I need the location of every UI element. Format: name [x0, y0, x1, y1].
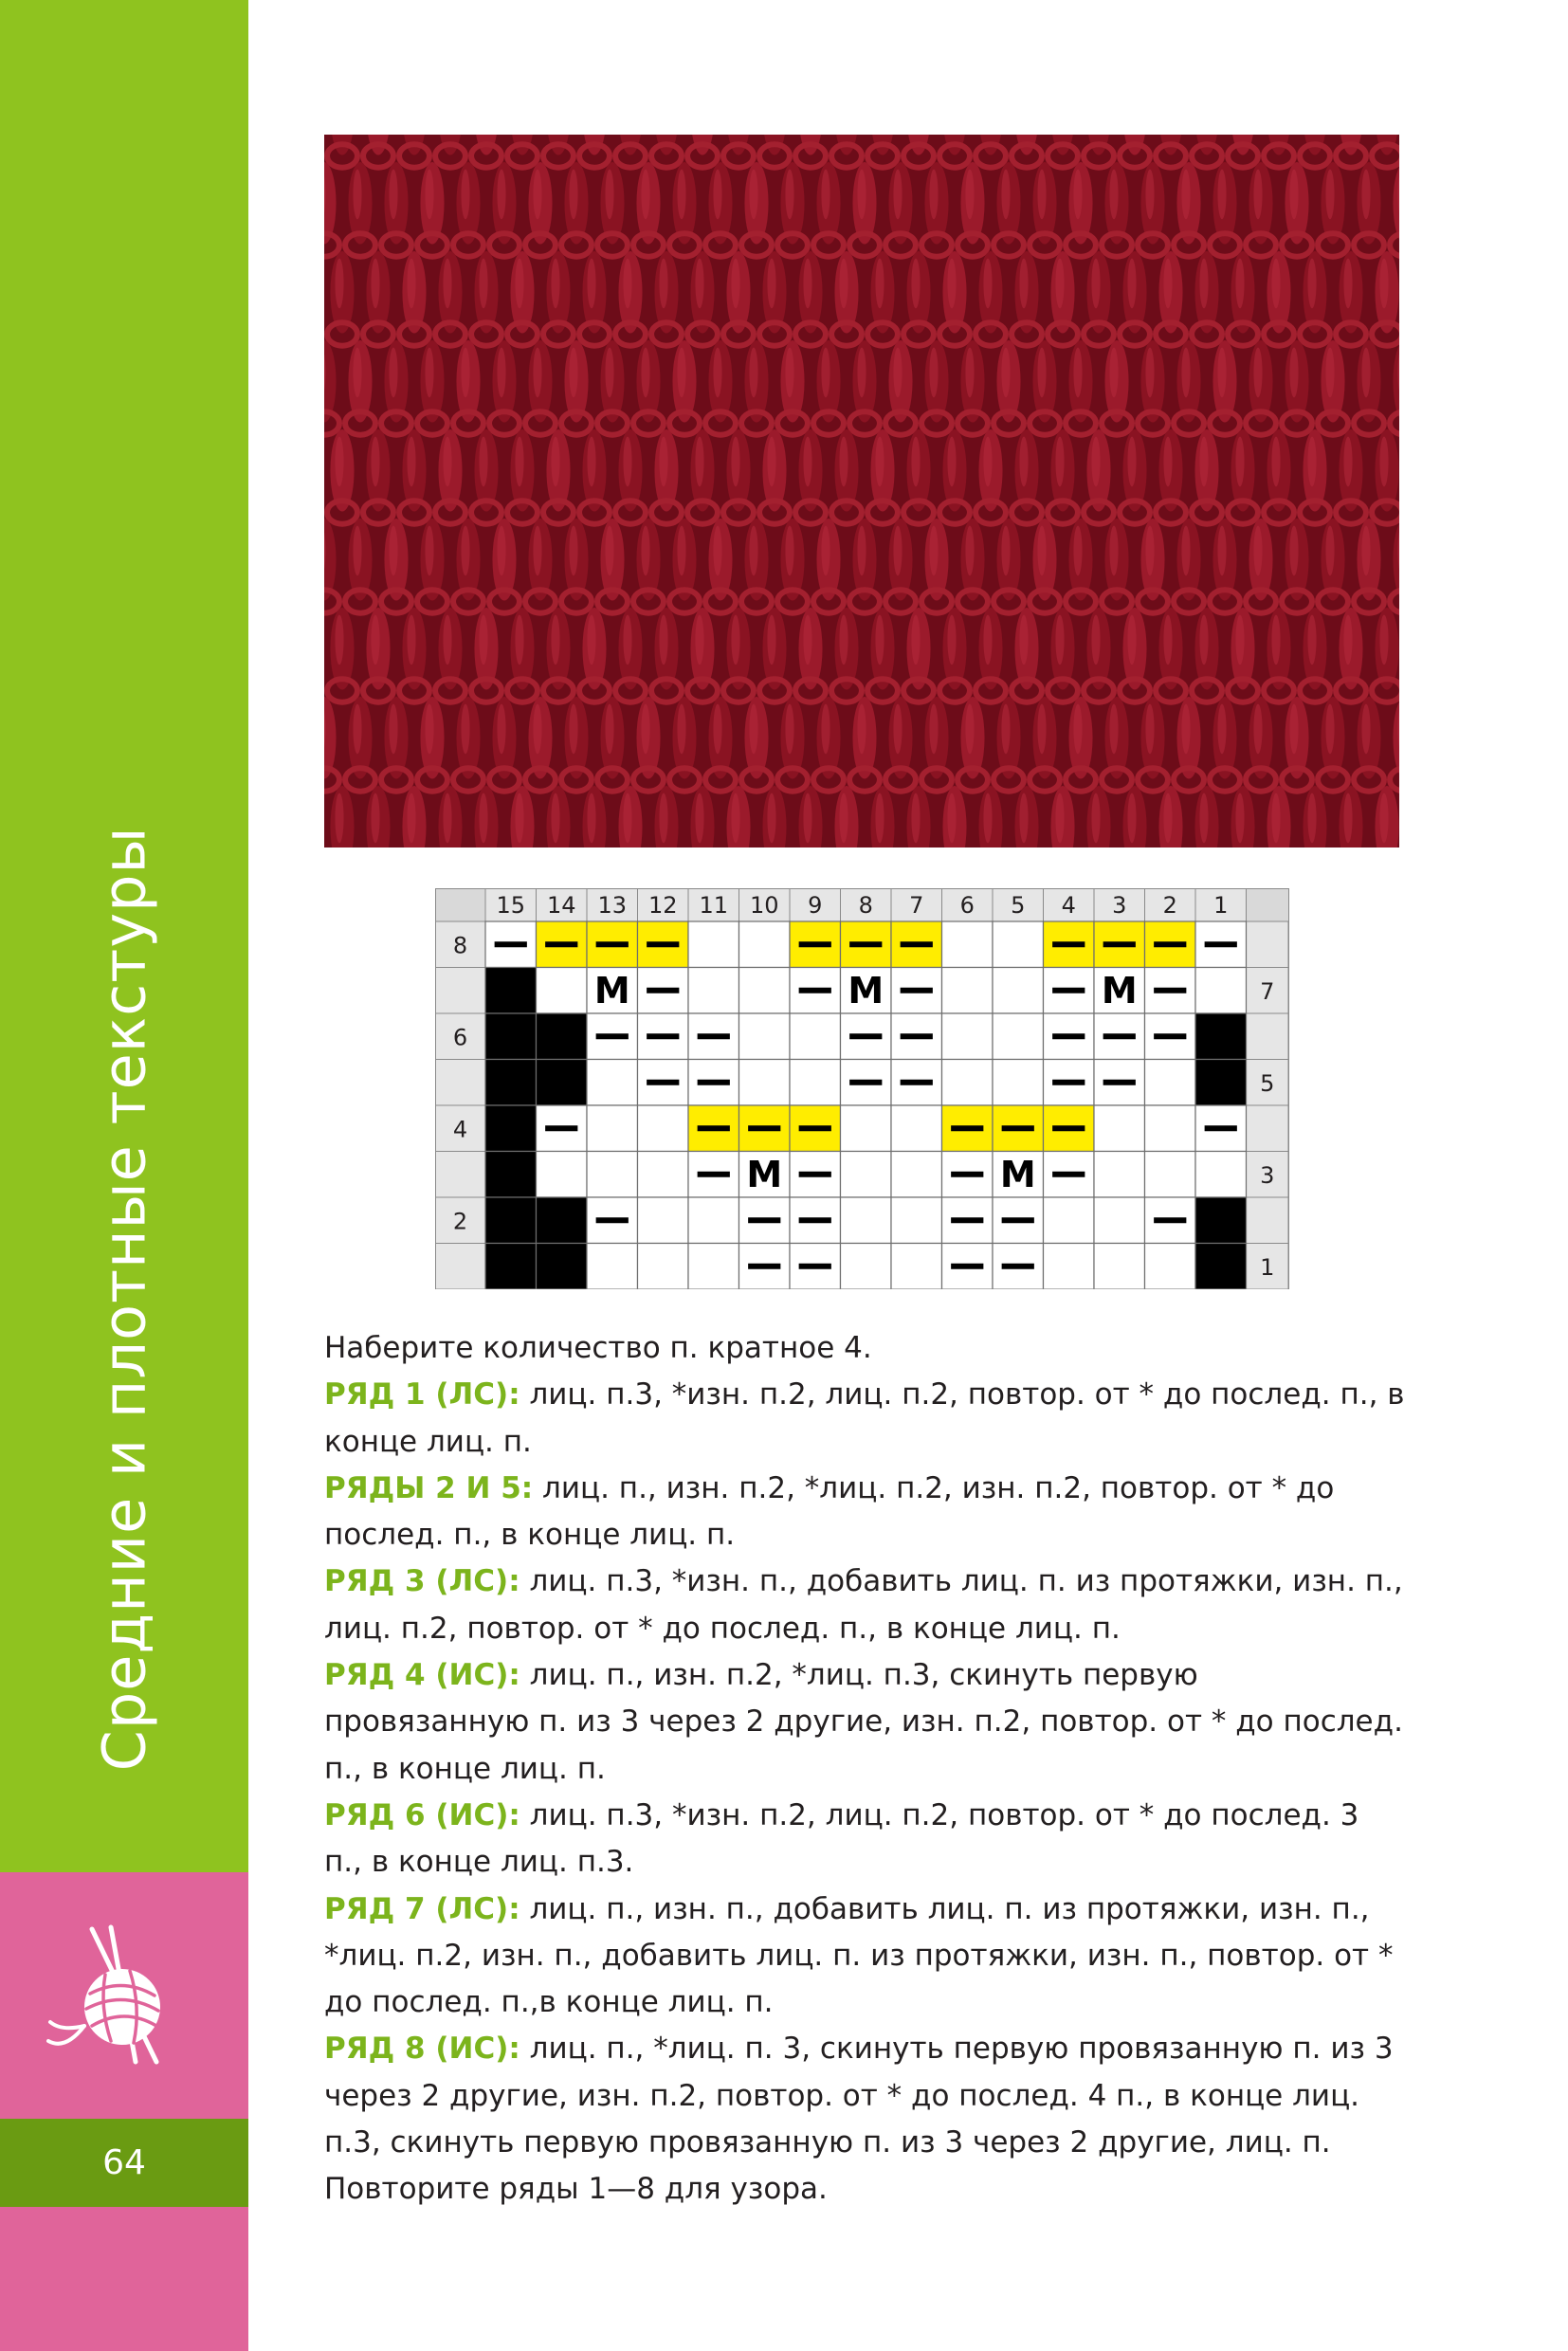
chart-cell [1195, 1060, 1247, 1106]
make-one-stitch-mark: M [593, 969, 630, 1011]
chart-cell [688, 968, 739, 1014]
row-label-cell [1247, 1013, 1289, 1060]
chart-cell [485, 1152, 537, 1198]
chart-cell [891, 1105, 942, 1152]
row-number: 2 [452, 1208, 468, 1235]
knitting-chart [435, 888, 1289, 1289]
chart-cell [638, 1152, 689, 1198]
row-instruction-2-5 [324, 1466, 1405, 1559]
chart-cell [942, 1060, 994, 1106]
chart-cell [485, 1013, 537, 1060]
chart-cell [537, 1152, 588, 1198]
purl-stitch-mark [799, 988, 831, 993]
column-number: 9 [808, 892, 823, 919]
purl-stitch-mark [1205, 1125, 1237, 1131]
column-number: 14 [546, 892, 576, 919]
purl-stitch-mark [1154, 1217, 1186, 1223]
chart-cell [1195, 1013, 1247, 1060]
purl-stitch-mark [1052, 1172, 1085, 1177]
row-instruction-1 [324, 1372, 1405, 1466]
purl-stitch-mark [698, 1125, 730, 1131]
column-number: 15 [496, 892, 526, 919]
chart-cell [942, 921, 994, 968]
chart-cell [537, 1060, 588, 1106]
purl-stitch-mark [748, 1217, 780, 1223]
purl-stitch-mark [596, 1217, 629, 1223]
chart-cell [688, 921, 739, 968]
purl-stitch-mark [1002, 1264, 1034, 1269]
purl-stitch-mark [1154, 988, 1186, 993]
purl-stitch-mark [1002, 1125, 1034, 1131]
purl-stitch-mark [951, 1172, 983, 1177]
row-number: 5 [1260, 1069, 1275, 1097]
column-number: 4 [1061, 892, 1076, 919]
repeat-instruction: Повторите ряды 1—8 для узора. [324, 2172, 828, 2207]
make-one-stitch-mark: M [1101, 969, 1138, 1011]
purl-stitch-mark [951, 1264, 983, 1269]
column-number: 6 [959, 892, 975, 919]
chart-cell [790, 1013, 841, 1060]
chart-cell [1195, 1244, 1247, 1290]
chart-cell [1044, 1197, 1095, 1244]
purl-stitch-mark [748, 1125, 780, 1131]
purl-stitch-mark [596, 1033, 629, 1039]
column-number: 11 [699, 892, 729, 919]
chart-cell [841, 1197, 892, 1244]
row-label-cell [436, 1152, 486, 1198]
chart-cell [537, 1244, 588, 1290]
chart-cell [993, 1060, 1044, 1106]
chart-cell [485, 1105, 537, 1152]
purl-stitch-mark [1052, 1033, 1085, 1039]
purl-stitch-mark [1052, 1080, 1085, 1085]
purl-stitch-mark [647, 1080, 679, 1085]
chart-cell [1094, 1105, 1145, 1152]
chart-cell [1145, 1152, 1196, 1198]
chart-cell [638, 1197, 689, 1244]
chart-cell [739, 968, 791, 1014]
chart-cell [942, 968, 994, 1014]
row-text: лиц. п.3, *изн. п., добавить лиц. п. из протяжки, изн. п., лиц. п.2, повтор. от * до послед. п., в конце лиц. п. [324, 1564, 1403, 1646]
chart-cell [993, 921, 1044, 968]
chart-cell [1145, 1105, 1196, 1152]
row-label-cell [436, 1060, 486, 1106]
column-number: 10 [749, 892, 779, 919]
purl-stitch-mark [951, 1125, 983, 1131]
purl-stitch-mark [495, 941, 527, 947]
row-number: 7 [1260, 977, 1275, 1005]
purl-stitch-mark [1154, 1033, 1186, 1039]
column-number: 3 [1112, 892, 1127, 919]
chart-cell [1044, 1244, 1095, 1290]
row-text: лиц. п., *лиц. п. 3, скинуть первую провязанную п. из 3 через 2 другие, изн. п.2, повтор. от * до послед. 4 п., в конце лиц. п.3, скинуть первую провязанную п. из 3 через 2 другие, лиц. п. [324, 2032, 1394, 2160]
purl-stitch-mark [951, 1217, 983, 1223]
chart-cell [537, 1013, 588, 1060]
chart-cell [638, 1105, 689, 1152]
chart-cell [587, 1060, 638, 1106]
cast-on-instruction: Наберите количество п. кратное 4. [324, 1331, 872, 1365]
sidebar-pink-bottom-panel [0, 2207, 248, 2351]
make-one-stitch-mark: M [848, 969, 884, 1011]
purl-stitch-mark [647, 1033, 679, 1039]
purl-stitch-mark [748, 1264, 780, 1269]
purl-stitch-mark [545, 1125, 577, 1131]
row-number: 1 [1260, 1253, 1275, 1281]
purl-stitch-mark [1052, 1125, 1085, 1131]
row-instruction-6 [324, 1793, 1405, 1886]
purl-stitch-mark [1154, 941, 1186, 947]
chart-cell [739, 1013, 791, 1060]
purl-stitch-mark [1052, 988, 1085, 993]
chart-cell [1145, 1060, 1196, 1106]
row-number: 3 [1260, 1161, 1275, 1189]
purl-stitch-mark [849, 1080, 882, 1085]
purl-stitch-mark [1052, 941, 1085, 947]
row-number: 6 [452, 1024, 468, 1051]
chart-cell [1195, 1197, 1247, 1244]
chart-cell [688, 1197, 739, 1244]
chart-cell [688, 1244, 739, 1290]
row-label-cell [436, 968, 486, 1014]
chart-cell [638, 1244, 689, 1290]
purl-stitch-mark [799, 1264, 831, 1269]
chart-cell [587, 1152, 638, 1198]
section-title: Средние и плотные текстуры [89, 826, 159, 1772]
column-number: 8 [858, 892, 873, 919]
row-label-cell [1247, 1197, 1289, 1244]
purl-stitch-mark [1205, 941, 1237, 947]
chart-cell [537, 968, 588, 1014]
column-number: 5 [1011, 892, 1026, 919]
chart-cell [1094, 1197, 1145, 1244]
make-one-stitch-mark: M [746, 1153, 783, 1195]
purl-stitch-mark [849, 941, 882, 947]
row-text: лиц. п., изн. п.2, *лиц. п.3, скинуть первую провязанную п. из 3 через 2 другие, изн. п.2, повтор. от * до послед. п., в конце лиц. п. [324, 1658, 1403, 1786]
purl-stitch-mark [901, 988, 933, 993]
row-instruction-8 [324, 2026, 1405, 2166]
purl-stitch-mark [901, 1080, 933, 1085]
column-number: 2 [1162, 892, 1177, 919]
purl-stitch-mark [545, 941, 577, 947]
purl-stitch-mark [698, 1172, 730, 1177]
row-number: 4 [452, 1116, 468, 1143]
chart-cell [587, 1105, 638, 1152]
row-instruction-3 [324, 1558, 1405, 1652]
row-label-cell [1247, 1105, 1289, 1152]
purl-stitch-mark [901, 941, 933, 947]
chart-cell [485, 1060, 537, 1106]
row-label-cell [436, 1244, 486, 1290]
purl-stitch-mark [596, 941, 629, 947]
chart-cell [485, 968, 537, 1014]
chart-cell [942, 1013, 994, 1060]
chart-cell [1094, 1244, 1145, 1290]
column-number: 12 [647, 892, 678, 919]
purl-stitch-mark [1103, 1080, 1136, 1085]
chart-cell [485, 1197, 537, 1244]
purl-stitch-mark [698, 1033, 730, 1039]
purl-stitch-mark [799, 1125, 831, 1131]
chart-cell [891, 1244, 942, 1290]
chart-cell [1195, 968, 1247, 1014]
chart-cell [537, 1197, 588, 1244]
purl-stitch-mark [799, 1172, 831, 1177]
row-label: РЯД 1 (ЛС): [324, 1377, 520, 1412]
row-text: лиц. п., изн. п., добавить лиц. п. из протяжки, изн. п., *лиц. п.2, изн. п., добавить лиц. п. из протяжки, изн. п., повтор. от * до послед. п.,в конце лиц. п. [324, 1891, 1394, 2020]
purl-stitch-mark [849, 1033, 882, 1039]
row-text: лиц. п.3, *изн. п.2, лиц. п.2, повтор. от * до послед. п., в конце лиц. п. [324, 1377, 1405, 1459]
purl-stitch-mark [647, 988, 679, 993]
chart-cell [1145, 1244, 1196, 1290]
row-label: РЯД 7 (ЛС): [324, 1891, 520, 1926]
row-label: РЯД 4 (ИС): [324, 1658, 520, 1693]
purl-stitch-mark [1103, 1033, 1136, 1039]
purl-stitch-mark [698, 1080, 730, 1085]
purl-stitch-mark [799, 1217, 831, 1223]
purl-stitch-mark [1002, 1217, 1034, 1223]
row-label: РЯДЫ 2 И 5: [324, 1470, 534, 1505]
chart-cell [739, 921, 791, 968]
chart-cell [841, 1152, 892, 1198]
chart-cell [891, 1152, 942, 1198]
chart-cell [993, 968, 1044, 1014]
row-number: 8 [452, 932, 468, 959]
row-instruction-7 [324, 1886, 1405, 2027]
chart-cell [993, 1013, 1044, 1060]
row-label: РЯД 3 (ЛС): [324, 1564, 520, 1599]
chart-cell [841, 1244, 892, 1290]
yarn-ball-needles-icon [43, 1920, 194, 2071]
purl-stitch-mark [799, 941, 831, 947]
instructions [324, 1325, 1405, 2214]
chart-cell [587, 1244, 638, 1290]
row-instruction-4 [324, 1652, 1405, 1793]
row-text: лиц. п.3, *изн. п.2, лиц. п.2, повтор. от * до послед. 3 п., в конце лиц. п.3. [324, 1797, 1359, 1880]
row-label: РЯД 6 (ИС): [324, 1797, 520, 1832]
chart-cell [841, 1105, 892, 1152]
column-number: 1 [1213, 892, 1229, 919]
purl-stitch-mark [647, 941, 679, 947]
page-number: 64 [102, 2143, 146, 2182]
chart-cell [1094, 1152, 1145, 1198]
row-label-cell [1247, 921, 1289, 968]
column-number: 7 [909, 892, 924, 919]
knitted-fabric-photo [324, 135, 1399, 847]
purl-stitch-mark [1103, 941, 1136, 947]
chart-cell [1195, 1152, 1247, 1198]
chart-cell [891, 1197, 942, 1244]
chart-cell [790, 1060, 841, 1106]
make-one-stitch-mark: M [999, 1153, 1036, 1195]
chart-cell [485, 1244, 537, 1290]
row-text: лиц. п., изн. п.2, *лиц. п.2, изн. п.2, повтор. от * до послед. п., в конце лиц. п. [324, 1470, 1335, 1553]
purl-stitch-mark [901, 1033, 933, 1039]
column-number: 13 [597, 892, 628, 919]
chart-cell [739, 1060, 791, 1106]
row-label: РЯД 8 (ИС): [324, 2032, 520, 2067]
